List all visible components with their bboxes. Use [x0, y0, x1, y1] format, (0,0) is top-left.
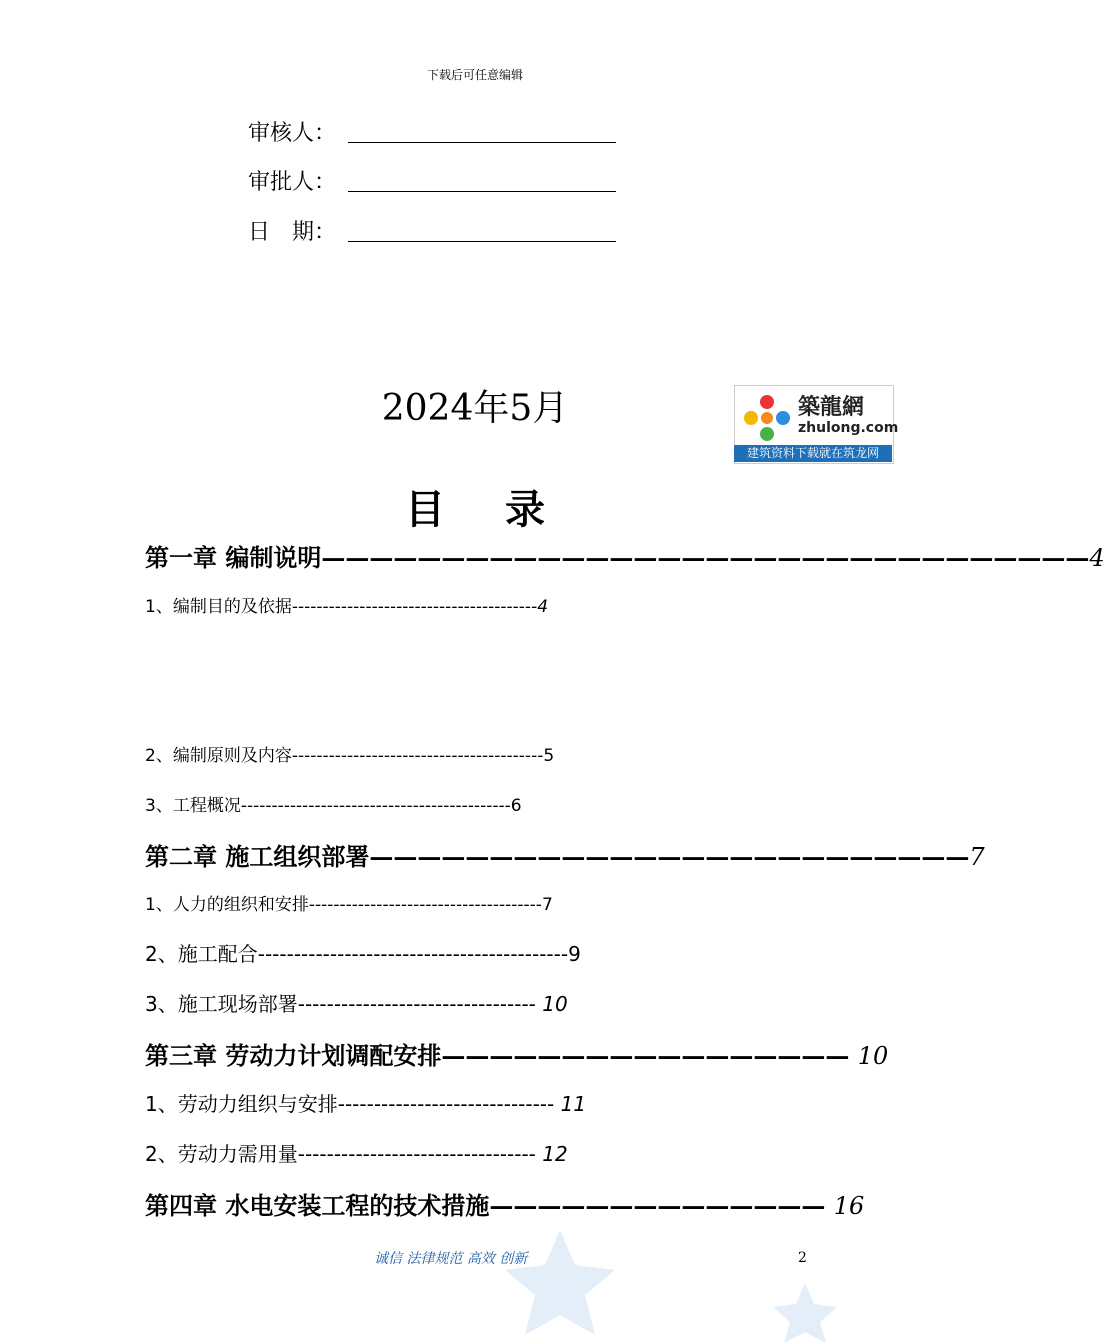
toc-leader: —————————————— — [489, 1191, 826, 1220]
toc-chapter — [145, 1186, 864, 1221]
toc-page: 12 — [542, 1142, 568, 1166]
toc-text: 3、工程概况 — [145, 796, 241, 816]
page-number: 2 — [798, 1250, 807, 1266]
logo-flower-icon — [737, 388, 797, 448]
logo-en-text: zhulong.com — [798, 420, 899, 436]
toc-leader: --------------------------------- — [297, 1142, 536, 1166]
signature-approver — [248, 165, 348, 196]
toc-text: 第一章 编制说明 — [145, 543, 322, 572]
signature-reviewer — [248, 116, 348, 147]
signature-date — [248, 215, 348, 246]
toc-text: 2、劳动力需用量 — [145, 1142, 298, 1166]
signature-label: 日 期： — [248, 220, 337, 245]
toc-leader: ---------------------------------------- — [291, 597, 538, 617]
toc-item — [145, 988, 568, 1017]
toc-item — [145, 1088, 586, 1117]
toc-page: 4 — [537, 597, 549, 617]
toc-leader: -------------------------------------------- — [240, 796, 511, 816]
toc-item — [145, 1138, 568, 1167]
toc-text: 3、施工现场部署 — [145, 992, 298, 1016]
toc-text: 2、编制原则及内容 — [145, 746, 292, 766]
toc-page: 10 — [542, 992, 568, 1016]
toc-leader: ----------------------------------------- — [291, 746, 544, 766]
toc-page: 7 — [541, 895, 553, 915]
watermark-flower-small-icon — [770, 1280, 840, 1344]
toc-text: 第三章 劳动力计划调配安排 — [145, 1041, 442, 1070]
toc-item — [145, 741, 554, 766]
toc-text: 1、编制目的及依据 — [145, 597, 292, 617]
toc-text: 2、施工配合 — [145, 942, 258, 966]
signature-label: 审批人： — [248, 170, 337, 195]
toc-item — [145, 592, 548, 617]
toc-leader: ————————————————— — [441, 1041, 850, 1070]
logo-band: 建筑资料下载就在筑龙网 — [734, 445, 892, 462]
toc-leader: --------------------------------- — [297, 992, 536, 1016]
footer-slogan: 诚信 法律规范 高效 创新 — [374, 1251, 528, 1267]
toc-leader: ————————————————————————— — [369, 842, 970, 871]
signature-line — [348, 142, 616, 143]
toc-leader: ------------------------------ — [337, 1092, 555, 1116]
toc-page: 6 — [510, 796, 522, 816]
toc-title: 目录 — [405, 486, 605, 533]
toc-chapter — [145, 1036, 888, 1071]
toc-item — [145, 791, 522, 816]
header-note: 下载后可任意编辑 — [426, 68, 523, 82]
toc-text: 第四章 水电安装工程的技术措施 — [145, 1191, 490, 1220]
toc-page: 16 — [833, 1192, 865, 1220]
toc-leader: ------------------------------------------- — [257, 942, 569, 966]
toc-text: 1、人力的组织和安排 — [145, 895, 309, 915]
toc-page: 11 — [560, 1092, 587, 1116]
signature-label: 审核人： — [248, 121, 337, 146]
toc-page: 10 — [857, 1042, 889, 1070]
watermark-flower-icon — [500, 1225, 620, 1344]
toc-chapter — [145, 538, 1105, 573]
toc-item — [145, 890, 553, 915]
signature-line — [348, 241, 616, 242]
toc-item — [145, 938, 581, 967]
toc-text: 第二章 施工组织部署 — [145, 842, 370, 871]
signature-line — [348, 191, 616, 192]
logo-cn-text: 築龍網 — [798, 395, 865, 420]
toc-page: 4 — [1089, 544, 1105, 572]
toc-leader: -------------------------------------- — [308, 895, 542, 915]
toc-text: 1、劳动力组织与安排 — [145, 1092, 338, 1116]
toc-page: 9 — [568, 942, 581, 966]
toc-page: 7 — [969, 843, 985, 871]
toc-page: 5 — [543, 746, 555, 766]
document-date: 2024年5月 — [381, 388, 569, 429]
toc-leader: ———————————————————————————————— — [321, 543, 1090, 572]
toc-chapter — [145, 837, 985, 872]
